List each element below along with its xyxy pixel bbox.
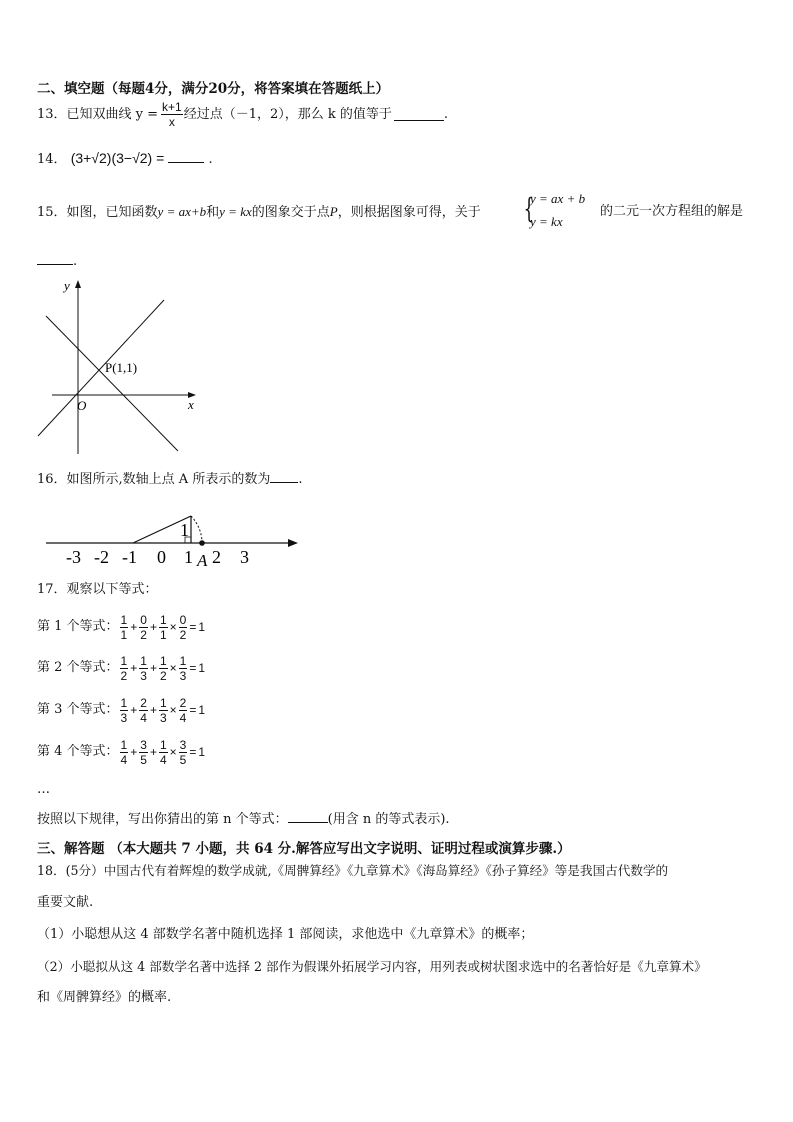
q15-answer-blank[interactable] [37, 252, 73, 265]
q17-row-label: 第 2 个等式： [37, 660, 119, 675]
frac-den: 5 [179, 752, 187, 767]
frac-num: 1 [159, 695, 167, 710]
frac-num: 1 [140, 653, 147, 668]
q17-row-label: 第 3 个等式： [37, 702, 119, 717]
tick-label: -2 [94, 547, 109, 567]
frac-den: 2 [140, 627, 147, 642]
q17-row: 第 3 个等式： $\frac{1}{3}$ + $\frac{2}{4}$ + $\frac{1}{3}$ × $\frac{2}{4}$ = 1 [37, 695, 206, 725]
frac-num: 0 [140, 612, 147, 627]
frac-den: 1 [120, 627, 128, 642]
point-a-label: A [197, 551, 208, 570]
section-3-header: 三、解答题 （本大题共 7 小题，共 64 分.解答应写出文字说明、证明过程或演算步骤.） [37, 841, 571, 857]
frac-den: 4 [140, 710, 147, 725]
tick-label: 0 [157, 547, 166, 567]
q15-system-eq2: y = kx [530, 214, 563, 229]
question-14: 14． (3+√2)(3−√2) = . [37, 150, 213, 167]
point-a [199, 540, 205, 546]
q17-rule-prefix: 按照以下规律，写出你猜出的第 n 个等式： [37, 812, 288, 827]
q13-numerator: k+1 [162, 100, 182, 114]
q17-ellipsis: … [37, 782, 50, 797]
origin-label: O [77, 398, 87, 413]
q15-function-1: y = ax+b [157, 204, 207, 219]
q15-mid1: 和 [206, 205, 220, 220]
point-p-label: P(1,1) [105, 360, 138, 375]
q15-prefix: 15．如图，已知函数 [37, 205, 158, 220]
q18-part2b: 和《周髀算经》的概率. [37, 990, 172, 1005]
q17-intro: 17．观察以下等式： [37, 582, 158, 597]
tick-label: 1 [184, 547, 193, 567]
frac-den: 3 [120, 710, 128, 725]
q16-answer-blank[interactable] [270, 470, 298, 483]
q17-row: 第 2 个等式： $\frac{1}{2}$ + $\frac{1}{3}$ + $\frac{1}{2}$ × $\frac{1}{3}$ = 1 [37, 653, 206, 683]
frac-den: 2 [159, 668, 167, 683]
tick-label: -1 [122, 547, 137, 567]
frac-den: 1 [159, 627, 167, 642]
tick-labels [66, 547, 249, 567]
frac-num: 3 [179, 737, 187, 752]
rhs: 1 [198, 745, 206, 759]
q13-answer-blank[interactable] [394, 108, 444, 121]
section-2-header: 二、填空题（每题4分，满分20分，将答案填在答题纸上） [37, 81, 390, 97]
tick-label: -3 [66, 547, 81, 567]
q15-mid3: ，则根据图象可得，关于 [337, 205, 481, 220]
x-label: x [188, 397, 194, 412]
q13-prefix: 13．已知双曲线 y = [37, 106, 159, 122]
q14-answer-blank[interactable] [168, 150, 204, 163]
frac-num: 2 [179, 695, 187, 710]
frac-num: 1 [120, 653, 128, 668]
frac-num: 1 [159, 653, 167, 668]
q13-denominator: x [168, 115, 175, 129]
side-length-label: 1 [180, 520, 189, 540]
q15-graph [30, 276, 205, 456]
q17-rule [37, 810, 450, 828]
frac-den: 5 [140, 752, 147, 767]
line-y-kx [38, 300, 164, 436]
q14-end: . [208, 152, 213, 167]
frac-num: 2 [140, 695, 147, 710]
q16-number-line [40, 500, 305, 572]
q15-end: . [73, 254, 78, 269]
y-label: y [64, 278, 70, 293]
frac-num: 1 [120, 612, 128, 627]
frac-num: 1 [159, 612, 167, 627]
q15-system-eq1: y = ax + b [530, 191, 586, 206]
frac-den: 3 [159, 710, 167, 725]
q17-row-label: 第 1 个等式： [37, 619, 119, 634]
arc [191, 516, 202, 543]
frac-den: 3 [140, 668, 147, 683]
q13-end: . [443, 106, 449, 122]
frac-den: 3 [179, 668, 187, 683]
rhs: 1 [198, 620, 206, 634]
frac-den: 4 [120, 752, 128, 767]
q17-row-label: 第 4 个等式： [37, 744, 119, 759]
q17-row: 第 1 个等式： $\frac{1}{1}$ + $\frac{0}{2}$ + $\frac{1}{1}$ × $\frac{0}{2}$ = 1 [37, 612, 206, 642]
question-16 [37, 470, 302, 488]
q14-expression: (3+√2)(3−√2) = [70, 150, 165, 166]
frac-num: 1 [159, 737, 167, 752]
frac-den: 4 [179, 710, 187, 725]
q18-part1: （1）小聪想从这 4 部数学名著中随机选择 1 部阅读，求他选中《九章算术》的概率； [37, 927, 534, 942]
frac-num: 1 [120, 695, 128, 710]
question-15 [37, 204, 481, 221]
q15-function-2: y = kx [219, 204, 252, 219]
q15-suffix: 的二元一次方程组的解是 [600, 204, 744, 219]
tick-label: 3 [240, 547, 249, 567]
q13-fraction [161, 100, 183, 129]
rhs: 1 [198, 703, 206, 717]
q17-row: 第 4 个等式： $\frac{1}{4}$ + $\frac{3}{5}$ + $\frac{1}{4}$ × $\frac{3}{5}$ = 1 [37, 737, 206, 767]
frac-num: 3 [140, 737, 147, 752]
frac-den: 2 [179, 627, 187, 642]
line-y-ax-b [46, 316, 178, 451]
question-13 [37, 100, 448, 129]
q15-system-brace: { [523, 192, 535, 225]
rhs: 1 [198, 661, 206, 675]
q16-text: 16．如图所示,数轴上点 A 所表示的数为 [37, 472, 271, 487]
q15-point-p: P [329, 204, 338, 219]
number-line-arrow [288, 539, 298, 547]
q17-answer-blank[interactable] [288, 810, 328, 823]
q17-rule-suffix: (用含 n 的等式表示). [327, 812, 450, 827]
frac-num: 0 [179, 612, 187, 627]
tick-label: 2 [212, 547, 221, 567]
frac-num: 1 [179, 653, 187, 668]
q15-mid2: 的图象交于点 [251, 205, 330, 220]
frac-den: 4 [159, 752, 167, 767]
q16-end: . [298, 472, 303, 487]
y-axis-arrow [75, 280, 81, 288]
q18-part2a: （2）小聪拟从这 4 部数学名著中选择 2 部作为假课外拓展学习内容，用列表或树状图求选中的名著恰好是《九章算术》 [37, 959, 707, 974]
frac-den: 2 [120, 668, 128, 683]
q18-line1: 18．(5分）中国古代有着辉煌的数学成就,《周髀算经》《九章算术》《海岛算经》《孙子算经》等是我国古代数学的 [37, 863, 669, 878]
q18-line2: 重要文献. [37, 895, 94, 910]
q13-suffix: 经过点（－1，2），那么 k 的值等于 [183, 106, 392, 122]
frac-num: 1 [120, 737, 128, 752]
q15-answer-line [37, 252, 77, 270]
